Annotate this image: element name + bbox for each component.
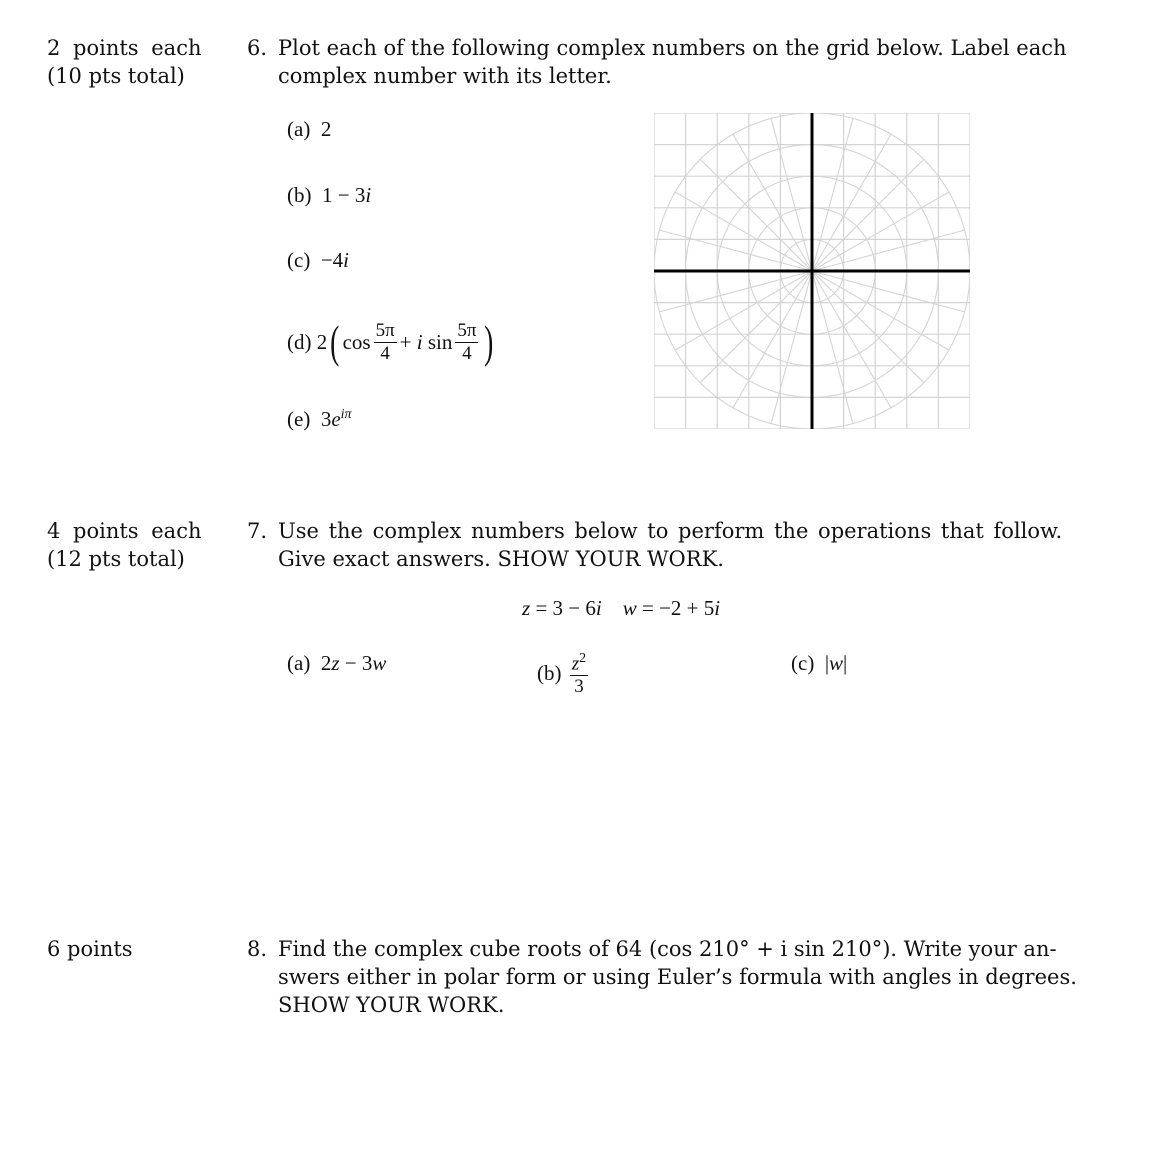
grid-radial: [675, 192, 812, 271]
q7-prompt-line1: Use the complex numbers below to perform the operations that follow.: [278, 519, 1063, 543]
grid-radial: [771, 118, 812, 271]
grid-radial: [812, 118, 853, 271]
grid-radial: [812, 271, 891, 408]
q7-number: 7.: [247, 519, 268, 543]
q6-item-e: [287, 407, 352, 432]
q7-part-b-label: (b): [537, 660, 562, 685]
q7-prompt: [278, 517, 1062, 573]
grid-radial: [812, 271, 965, 312]
z-rhs-var: i: [595, 596, 602, 620]
q6-item-e-label: (e): [287, 407, 311, 431]
q7-part-a-var1: z: [331, 651, 340, 675]
q7-part-b: [537, 644, 591, 702]
q8-points: [47, 935, 133, 963]
q6-item-c: [287, 248, 349, 273]
frac2-den: 4: [462, 342, 472, 364]
q8-number: 8.: [247, 937, 268, 961]
left-paren: (: [330, 316, 340, 367]
q6-item-d-cos: cos: [342, 329, 371, 354]
q6-item-d: [287, 314, 497, 370]
frac1-den: 4: [380, 342, 390, 364]
q7-part-c: [791, 651, 847, 676]
q8-points-line1: 6 points: [47, 937, 133, 961]
q7-part-c-label: (c): [791, 651, 815, 675]
w-var: w: [622, 596, 637, 620]
q6-item-c-expr: −4: [320, 248, 344, 272]
q6-item-c-label: (c): [287, 248, 311, 272]
grid-radial: [812, 134, 891, 271]
q6-item-d-coef: 2: [316, 329, 328, 354]
q6-item-b-expr: 1 − 3: [322, 183, 366, 207]
q7-part-b-num: [570, 648, 588, 676]
q7-prompt-line2: Give exact answers. SHOW YOUR WORK.: [278, 547, 724, 571]
q7-definitions: [522, 596, 720, 621]
grid-radial: [675, 271, 812, 350]
q6-prompt-line1: Plot each of the following complex numbers on the grid below. Label each: [278, 36, 1067, 60]
q6-item-e-e: e: [331, 407, 341, 431]
q6-item-d-sin: sin: [427, 329, 453, 354]
abs-bar-left: |: [824, 651, 830, 675]
grid-radial: [733, 134, 812, 271]
q7-points: [47, 517, 202, 573]
grid-radial: [659, 230, 812, 271]
q6-item-a: [287, 117, 331, 142]
q6-prompt: [278, 34, 1067, 90]
z-var: z: [522, 596, 531, 620]
q7-points-line1: 4 points each: [47, 519, 202, 543]
complex-plane-grid[interactable]: [654, 113, 970, 429]
q7-part-b-frac: [570, 648, 588, 698]
q8-prompt-line2: swers either in polar form or using Euler’s formula with angles in degrees.: [278, 965, 1077, 989]
q6-item-c-var: i: [343, 248, 349, 272]
grid-radial: [812, 230, 965, 271]
abs-bar-right: |: [843, 651, 848, 675]
q7-part-b-den: 3: [574, 676, 584, 698]
q6-item-b-label: (b): [287, 183, 312, 207]
q6-item-d-i: i: [416, 329, 423, 354]
q8-prompt-line1: Find the complex cube roots of 64 (cos 210° + i sin 210°). Write your an-: [278, 937, 1057, 961]
q7-points-line2: (12 pts total): [47, 547, 185, 571]
q8-prompt-line3: SHOW YOUR WORK.: [278, 993, 505, 1017]
q6-item-b: [287, 183, 371, 208]
grid-radial: [812, 271, 853, 424]
q6-prompt-line2: complex number with its letter.: [278, 64, 612, 88]
q7-part-b-num-var: z: [571, 653, 580, 675]
q6-item-d-plus: +: [399, 329, 412, 354]
q6-points-line1: 2 points each: [47, 36, 202, 60]
q7-part-a-coef: 2: [320, 651, 332, 675]
grid-radial: [812, 271, 949, 350]
q6-item-b-var: i: [365, 183, 372, 207]
grid-radial: [659, 271, 812, 312]
q7-part-c-var: w: [829, 651, 844, 675]
q7-part-b-num-exp: 2: [579, 650, 587, 666]
q8-prompt: [278, 935, 1077, 1019]
q6-item-e-exp: iπ: [340, 407, 352, 422]
q6-item-a-label: (a): [287, 117, 311, 141]
q7-part-a: [287, 651, 386, 676]
frac2-num: 5π: [457, 319, 477, 341]
q7-part-a-var2: w: [372, 651, 387, 675]
w-rhs: = −2 + 5: [636, 596, 715, 620]
q6-item-d-frac2: [455, 320, 478, 365]
z-rhs: = 3 − 6: [530, 596, 596, 620]
q7-part-a-label: (a): [287, 651, 311, 675]
q6-points-line2: (10 pts total): [47, 64, 185, 88]
grid-radial: [812, 192, 949, 271]
right-paren: ): [484, 316, 494, 367]
frac1-num: 5π: [375, 319, 395, 341]
grid-radial: [771, 271, 812, 424]
w-rhs-var: i: [714, 596, 721, 620]
q6-item-a-expr: 2: [320, 117, 332, 141]
grid-radial: [733, 271, 812, 408]
q6-item-d-frac1: [374, 320, 397, 365]
q6-item-e-base: 3: [320, 407, 332, 431]
q6-item-d-label: (d): [287, 329, 312, 354]
q6-points: [47, 34, 202, 90]
q6-number: 6.: [247, 36, 268, 60]
q7-part-a-op: − 3: [339, 651, 373, 675]
